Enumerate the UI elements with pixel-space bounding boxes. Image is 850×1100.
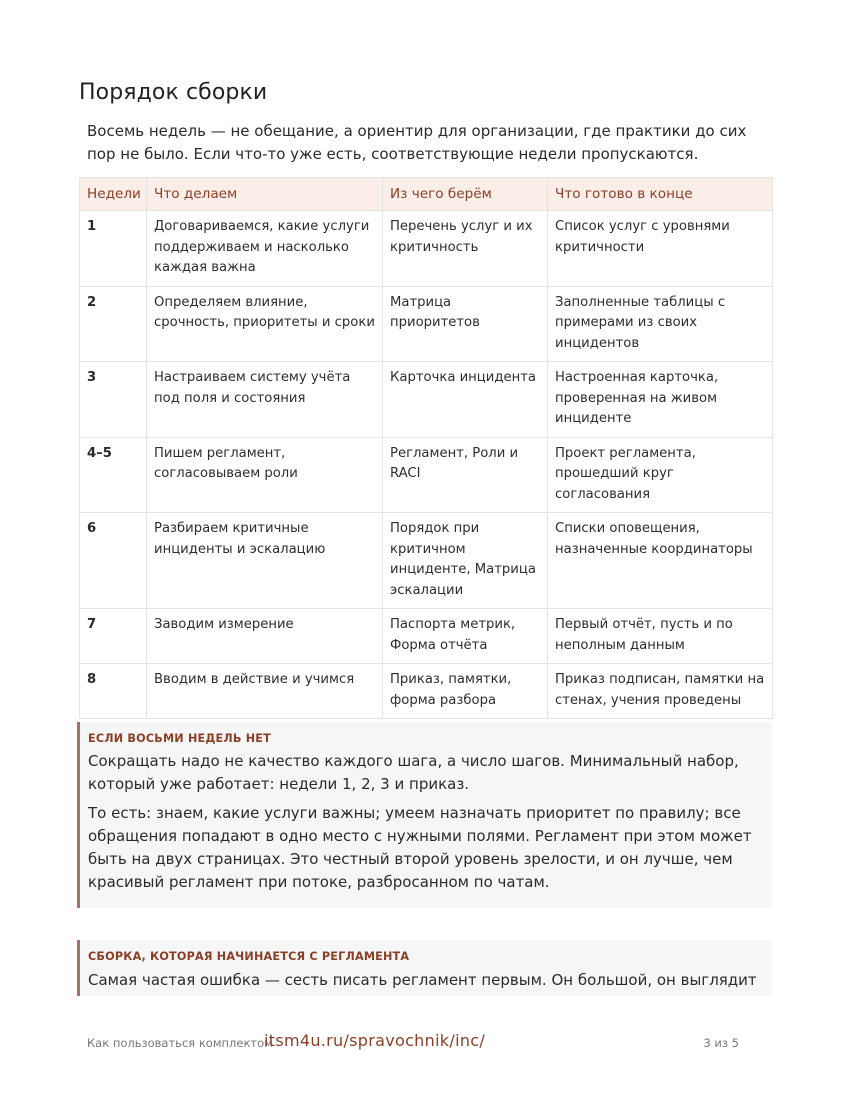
source-cell: Порядок при критичном инциденте, Матрица эскалации xyxy=(383,513,548,609)
intro-paragraph: Восемь недель — не обещание, а ориентир для организации, где практики до сих пор не было. Если что-то уже есть, соответствующие недели пропускаются. xyxy=(87,122,747,163)
result-cell: Приказ подписан, памятки на стенах, учения проведены xyxy=(548,664,773,719)
page-content xyxy=(79,76,772,719)
source-cell: Приказ, памятки, форма разбора xyxy=(383,664,548,719)
schedule-table xyxy=(79,177,773,719)
table-row xyxy=(80,664,773,719)
column-header-sources: Из чего берём xyxy=(383,178,548,211)
week-cell: 3 xyxy=(80,362,147,438)
week-cell: 7 xyxy=(80,609,147,664)
table-row xyxy=(80,211,773,287)
table-row xyxy=(80,513,773,609)
table-row xyxy=(80,286,773,362)
source-cell: Регламент, Роли и RACI xyxy=(383,437,548,513)
table-row xyxy=(80,609,773,664)
result-cell: Проект регламента, прошедший круг согласования xyxy=(548,437,773,513)
page-footer xyxy=(87,1031,739,1055)
result-cell: Списки оповещения, назначенные координаторы xyxy=(548,513,773,609)
column-header-result: Что готово в конце xyxy=(548,178,773,211)
task-cell: Вводим в действие и учимся xyxy=(147,664,383,719)
section-heading: Порядок сборки xyxy=(79,80,268,105)
page-number: 3 из 5 xyxy=(703,1036,739,1050)
week-cell: 4–5 xyxy=(80,437,147,513)
table-header-row xyxy=(80,178,773,211)
source-cell: Карточка инцидента xyxy=(383,362,548,438)
callout-no-eight-weeks xyxy=(77,722,772,908)
task-cell: Договариваемся, какие услуги поддерживаем и насколько каждая важна xyxy=(147,211,383,287)
week-cell: 6 xyxy=(80,513,147,609)
callout-title: СБОРКА, КОТОРАЯ НАЧИНАЕТСЯ С РЕГЛАМЕНТА xyxy=(88,950,410,963)
task-cell: Определяем влияние, срочность, приоритеты и сроки xyxy=(147,286,383,362)
task-cell: Настраиваем систему учёта под поля и состояния xyxy=(147,362,383,438)
task-cell: Разбираем критичные инциденты и эскалацию xyxy=(147,513,383,609)
table-row xyxy=(80,362,773,438)
callout-title: ЕСЛИ ВОСЬМИ НЕДЕЛЬ НЕТ xyxy=(88,732,271,745)
callout-paragraph: То есть: знаем, какие услуги важны; умеем назначать приоритет по правилу; все обращения попадают в одно место с нужными полями. Регламент при этом может быть на двух страницах. Это честный второй уровень зрелости, и он лучше, чем красивый регламент при потоке, разбросанном по чатам. xyxy=(88,804,752,891)
callout-paragraph: Сокращать надо не качество каждого шага, а число шагов. Минимальный набор, который уже работает: недели 1, 2, 3 и приказ. xyxy=(88,752,739,793)
source-cell: Перечень услуг и их критичность xyxy=(383,211,548,287)
footer-url-link[interactable]: itsm4u.ru/spravochnik/inc/ xyxy=(264,1031,486,1050)
column-header-what-we-do: Что делаем xyxy=(147,178,383,211)
callout-paragraph: Самая частая ошибка — сесть писать регламент первым. Он большой, он выглядит xyxy=(88,971,757,989)
task-cell: Заводим измерение xyxy=(147,609,383,664)
week-cell: 1 xyxy=(80,211,147,287)
source-cell: Матрица приоритетов xyxy=(383,286,548,362)
footer-document-title: Как пользоваться комплектом xyxy=(87,1036,273,1050)
task-cell: Пишем регламент, согласовываем роли xyxy=(147,437,383,513)
result-cell: Настроенная карточка, проверенная на живом инциденте xyxy=(548,362,773,438)
result-cell: Список услуг с уровнями критичности xyxy=(548,211,773,287)
result-cell: Первый отчёт, пусть и по неполным данным xyxy=(548,609,773,664)
result-cell: Заполненные таблицы с примерами из своих инцидентов xyxy=(548,286,773,362)
callout-regulation-first xyxy=(77,940,772,996)
column-header-weeks: Недели xyxy=(80,178,147,211)
source-cell: Паспорта метрик, Форма отчёта xyxy=(383,609,548,664)
week-cell: 2 xyxy=(80,286,147,362)
table-row xyxy=(80,437,773,513)
week-cell: 8 xyxy=(80,664,147,719)
